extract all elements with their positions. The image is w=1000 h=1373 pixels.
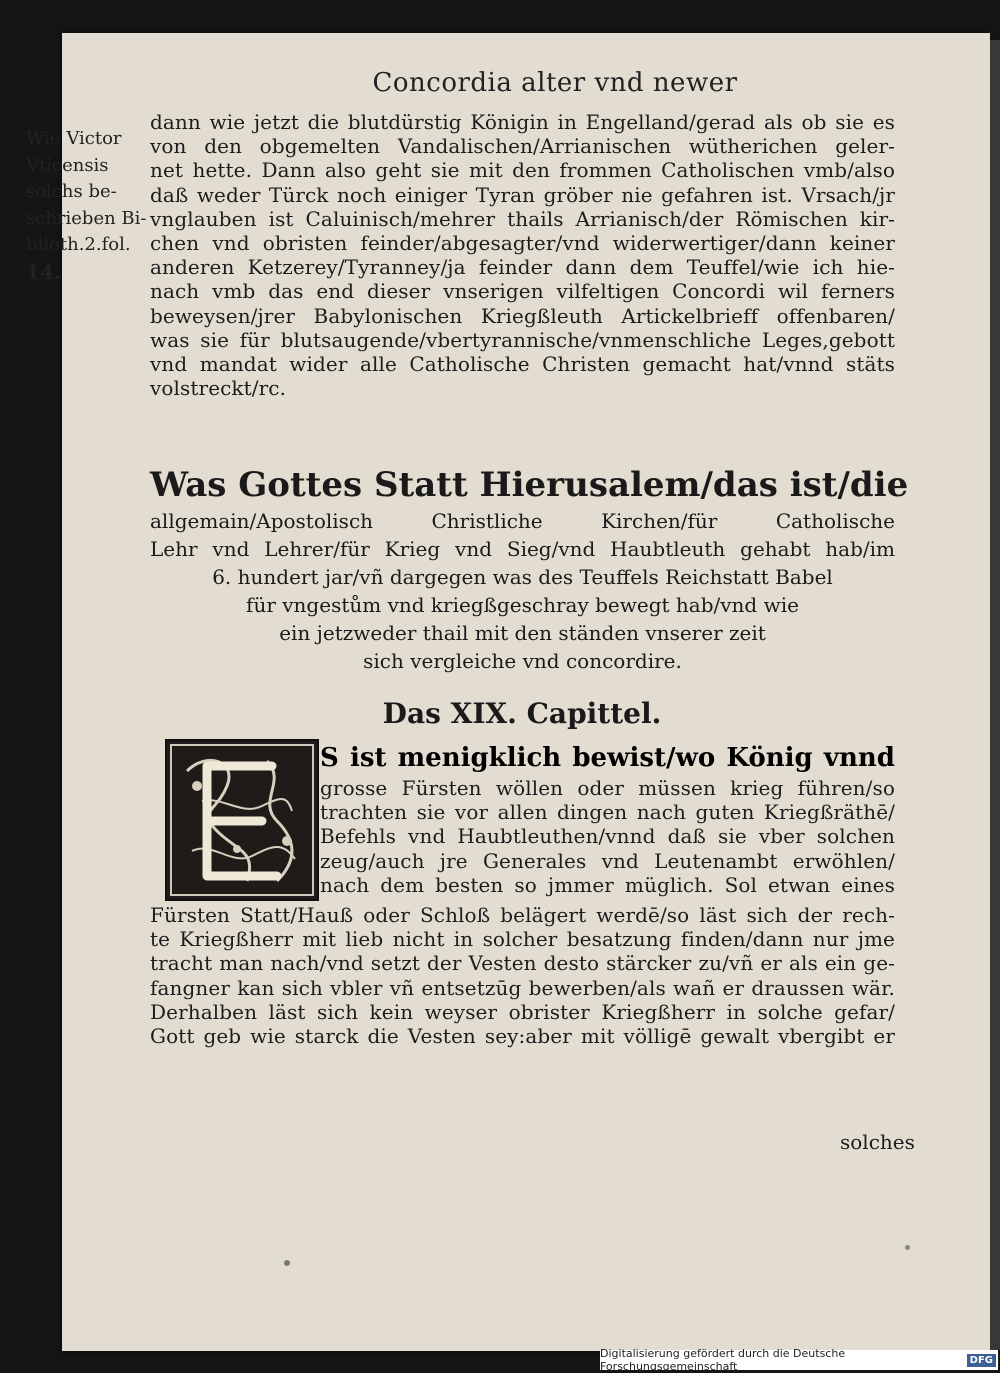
text-line: fangner kan sich vbler vñ entsetzūg bewerben/als wañ er draussen wär. bbox=[150, 975, 895, 1000]
running-head: Concordia alter vnd newer bbox=[372, 68, 738, 98]
ink-speck bbox=[905, 1245, 910, 1250]
section-heading-line: für vngestům vnd kriegßgeschray bewegt hab/vnd wie bbox=[246, 593, 799, 617]
page-edge bbox=[990, 40, 1000, 1350]
margin-note-line: blioth.2.fol. bbox=[26, 234, 131, 255]
margin-note-line: schrieben Bi- bbox=[26, 207, 147, 229]
text-line: grosse Fürsten wöllen oder müssen krieg führen/so bbox=[320, 776, 895, 800]
section-heading-line: ein jetzweder thail mit den ständen vnserer zeit bbox=[279, 621, 766, 645]
text-line: te Kriegßherr mit lieb nicht in solcher besatzung finden/dann nur jme bbox=[150, 927, 895, 952]
opening-text-block bbox=[150, 110, 895, 400]
section-heading-line: 6. hundert jar/vñ dargegen was des Teuffels Reichstatt Babel bbox=[212, 565, 833, 589]
text-line: Fürsten Statt/Hauß oder Schloß belägert werdē/so läst sich der rech- bbox=[150, 903, 895, 927]
decorated-initial-e-icon bbox=[165, 739, 319, 901]
text-line: net hette. Dann also geht sie mit den frommen Catholischen vmb/also bbox=[150, 158, 895, 183]
text-line: daß weder Türck noch einiger Tyran gröber nie gefahren ist. Vrsach/jr bbox=[150, 182, 895, 207]
section-heading-line: sich vergleiche vnd concordire. bbox=[363, 649, 682, 673]
text-line: dann wie jetzt die blutdürstig Königin in Engelland/gerad als ob sie es bbox=[150, 110, 895, 134]
section-heading-line: allgemain/Apostolisch Christliche Kirchen/für Catholische bbox=[150, 509, 895, 533]
section-heading-line: Lehr vnd Lehrer/für Krieg vnd Sieg/vnd Haubtleuth gehabt hab/im bbox=[150, 537, 895, 561]
chapter-paragraph-full bbox=[150, 903, 895, 1048]
text-line: anderen Ketzerey/Tyranney/ja feinder dann dem Teuffel/wie ich hie- bbox=[150, 255, 895, 280]
chapter-paragraph-indented bbox=[320, 740, 895, 897]
margin-note-line: Wie Victor bbox=[26, 128, 122, 149]
text-line: Befehls vnd Haubtleuthen/vnnd daß sie vber solchen bbox=[320, 824, 895, 849]
text-line: trachten sie vor allen dingen nach guten Kriegßräthē/ bbox=[320, 800, 895, 825]
text-line: von den obgemelten Vandalischen/Arrianischen wütherichen geler- bbox=[150, 134, 895, 159]
dfg-logo-icon: DFG bbox=[967, 1354, 996, 1367]
digitization-footer bbox=[600, 1347, 998, 1373]
catchword: solches bbox=[840, 1130, 915, 1154]
text-line: vnglauben ist Caluinisch/mehrer thails Arrianisch/der Römischen kir- bbox=[150, 206, 895, 231]
text-line: nach dem besten so jmmer müglich. Sol etwan eines bbox=[320, 872, 895, 897]
chapter-title: Das XIX. Capittel. bbox=[382, 697, 662, 730]
footer-credit-text: Digitalisierung gefördert durch die Deutsche Forschungsgemeinschaft bbox=[600, 1347, 846, 1373]
text-line: was sie für blutsaugende/vbertyrannische/vnmenschliche Leges,gebott bbox=[150, 327, 895, 352]
margin-note-line: Vticensis bbox=[26, 154, 109, 176]
text-line: zeug/auch jre Generales vnd Leutenambt erwöhlen/ bbox=[320, 848, 895, 873]
text-line: nach vmb das end dieser vnserigen vilfeltigen Concordi wil ferners bbox=[150, 279, 895, 304]
text-line: tracht man nach/vnd setzt der Vesten desto stärcker zu/vñ er als ein ge- bbox=[150, 951, 895, 976]
text-line: chen vnd obristen feinder/abgesagter/vnd widerwertiger/dann keiner bbox=[150, 231, 895, 256]
margin-note-line: solchs be- bbox=[26, 181, 117, 202]
text-line: vnd mandat wider alle Catholische Christen gemacht hat/vnnd stäts bbox=[150, 352, 895, 377]
text-line: volstreckt/rc. bbox=[150, 376, 287, 401]
ink-speck bbox=[284, 1260, 290, 1266]
text-line: Gott geb wie starck die Vesten sey:aber mit völligē gewalt vbergibt er bbox=[150, 1024, 895, 1049]
section-heading-title: Was Gottes Statt Hierusalem/das ist/die bbox=[150, 465, 909, 505]
margin-note-folio: 14. bbox=[26, 259, 61, 284]
text-line: beweysen/jrer Babylonischen Kriegßleuth Artickelbrieff offenbaren/ bbox=[150, 303, 895, 328]
text-line: Derhalben läst sich kein weyser obrister Kriegßherr in solche gefar/ bbox=[150, 999, 895, 1024]
section-heading bbox=[150, 463, 909, 675]
text-line: S ist menigklich bewist/wo König vnnd bbox=[320, 743, 895, 773]
